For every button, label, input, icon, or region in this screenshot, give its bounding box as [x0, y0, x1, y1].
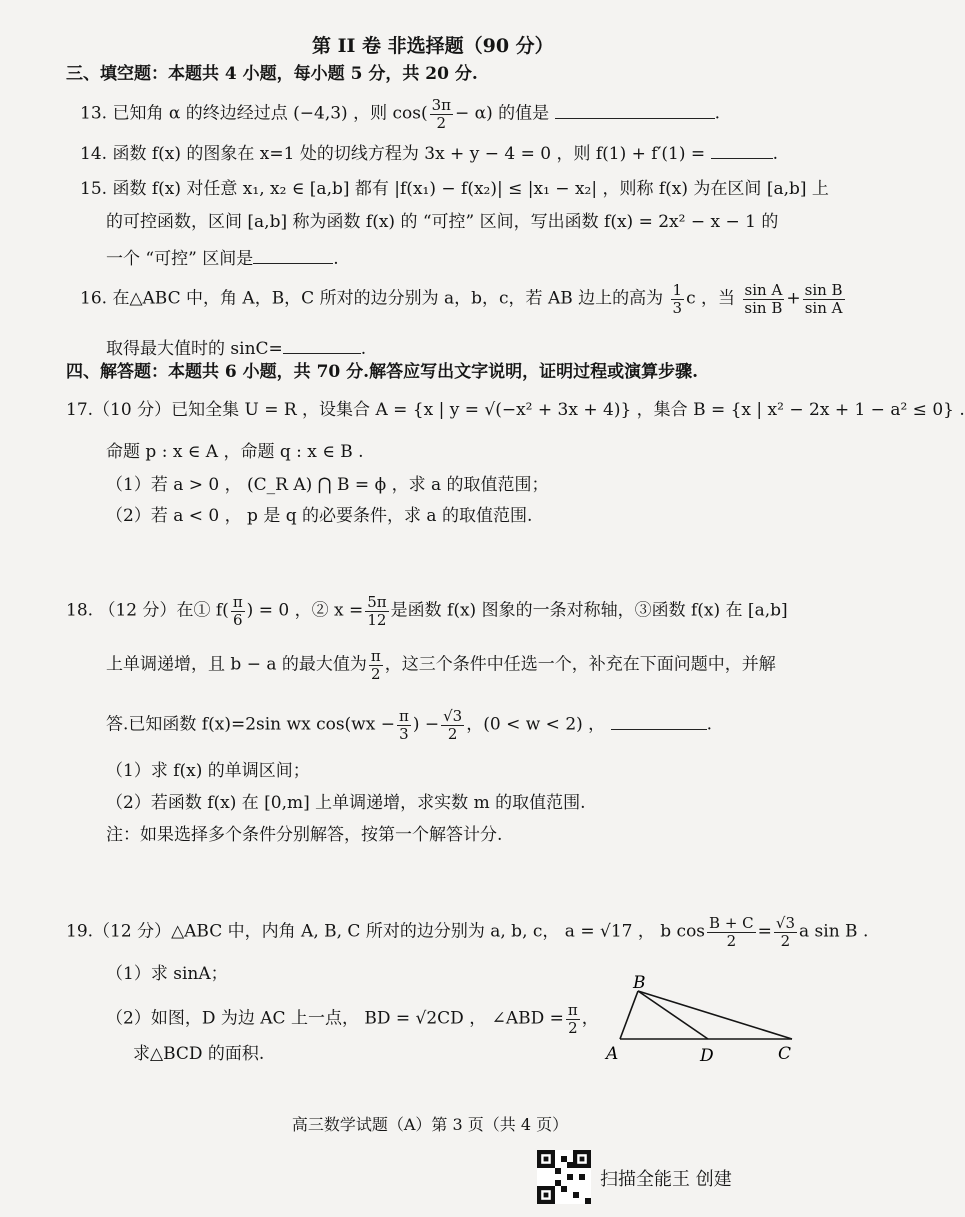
question-18-line3: 答.已知函数 f(x)=2sin wx cos(wx − $\frac{\pi}{3}$ ) − $\frac{√3}{2}$ ，(0 < w < 2) ， .	[106, 707, 712, 743]
question-19-part2-line2: 求△BCD 的面积.	[133, 1044, 265, 1064]
q16-fraction-1	[671, 282, 685, 316]
q16-f3-den: sin A	[804, 298, 843, 317]
question-16-line1	[80, 282, 847, 316]
question-17-part2: （2）若 a < 0 ， p 是 q 的必要条件，求 a 的取值范围.	[106, 506, 533, 526]
question-18-line2	[106, 648, 776, 682]
question-15-line2: 的可控函数，区间 [a,b] 称为函数 f(x) 的 “可控” 区间，写出函数 f(x) = 2x² − x − 1 的	[106, 212, 779, 232]
question-18-part1: （1）求 f(x) 的单调区间；	[106, 761, 310, 781]
q13-frac-den: 2	[436, 113, 447, 132]
q16-f1-num: 1	[672, 281, 683, 299]
section-title: 第 II 卷 非选择题（90 分）	[312, 35, 554, 57]
q19-fraction-2	[774, 915, 797, 949]
q18-f5-den: 2	[447, 724, 458, 743]
q18-f1-den: 6	[232, 610, 243, 629]
q18-condition-blank	[611, 728, 707, 730]
edge-ba	[620, 991, 638, 1039]
label-d: D	[700, 1046, 714, 1066]
q18-fraction-1	[231, 594, 245, 628]
q18-fraction-4	[397, 708, 411, 742]
qr-code-icon	[537, 1150, 591, 1204]
q19-p2-pre: （2）如图，D 为边 AC 上一点， BD = √2CD ， ∠ABD =	[106, 1008, 564, 1029]
q19-f1-num: B + C	[709, 914, 754, 932]
question-17-line1: 17.（10 分）已知全集 U = R ，设集合 A = {x | y = √(−x² + 3x + 4)} ，集合 B = {x | x² − 2x + 1 − a² ≤ 0} .	[66, 400, 965, 420]
label-a: A	[606, 1044, 619, 1064]
question-18-part2: （2）若函数 f(x) 在 [0,m] 上单调递增，求实数 m 的取值范围.	[106, 793, 586, 813]
question-18-line1	[66, 594, 788, 628]
q18-l1-pre: 18. （12 分）在① f(	[66, 600, 229, 621]
question-13: 13. 已知角 α 的终边经过点 (−4,3) ，则 cos( $\frac{3\pi}{2}$ − α) 的值是 .	[80, 96, 720, 132]
q18-f5-num: √3	[443, 707, 463, 725]
q19-p2-post: ，	[581, 1008, 599, 1029]
q19-f2-num: √3	[775, 914, 795, 932]
q13-fraction	[430, 97, 453, 131]
q18-f2-num: 5π	[367, 593, 387, 611]
q13-text-pre: 13. 已知角 α 的终边经过点 (−4,3) ，则 cos(	[80, 103, 428, 124]
question-19-line1	[66, 915, 868, 949]
edge-bd	[638, 991, 708, 1039]
label-c: C	[778, 1044, 792, 1064]
part3-heading: 三、填空题：本题共 4 小题，每小题 5 分，共 20 分.	[66, 64, 478, 84]
q19-l1-mid: =	[757, 921, 772, 942]
q18-f3-num: π	[370, 647, 381, 665]
q18-f3-den: 2	[371, 664, 381, 683]
q19-f3-den: 2	[568, 1018, 578, 1037]
question-17-part1: （1）若 a > 0 ， (C_R A) ⋂ B = ϕ ，求 a 的取值范围；	[106, 475, 549, 495]
q16-answer-blank	[283, 352, 361, 354]
q19-l1-pre: 19.（12 分）△ABC 中，内角 A, B, C 所对的边分别为 a, b, c， a = √17 ， b cos	[66, 921, 706, 942]
q16-f1-den: 3	[672, 298, 683, 317]
q14-answer-blank	[711, 157, 773, 159]
q16-f2-num: sin A	[744, 281, 783, 299]
q18-fraction-5	[441, 708, 464, 742]
q18-l3-mid: ) −	[412, 714, 440, 735]
question-19-part2	[106, 1002, 599, 1036]
q16-line2-text: 取得最大值时的 sinC=	[106, 339, 283, 359]
q14-text: 14. 函数 f(x) 的图象在 x=1 处的切线方程为 3x + y − 4 = 0 ，则 f(1) + f′(1) =	[80, 144, 706, 164]
q13-text-post: − α) 的值是	[455, 103, 550, 124]
q18-l2-post: ，这三个条件中任选一个，补充在下面问题中，并解	[384, 654, 776, 675]
question-14: 14. 函数 f(x) 的图象在 x=1 处的切线方程为 3x + y − 4 = 0 ，则 f(1) + f′(1) = .	[80, 144, 778, 164]
triangle-figure	[600, 975, 805, 1065]
question-15-line1: 15. 函数 f(x) 对任意 x₁, x₂ ∈ [a,b] 都有 |f(x₁) − f(x₂)| ≤ |x₁ − x₂| ，则称 f(x) 为在区间 [a,b] 上	[80, 179, 829, 199]
question-19-part1: （1）求 sinA；	[106, 964, 228, 984]
q16-text-pre: 16. 在△ABC 中，角 A，B，C 所对的边分别为 a，b，c，若 AB 边上的高为	[80, 288, 664, 309]
q16-fraction-3	[803, 282, 845, 316]
q16-f2-den: sin B	[744, 298, 783, 317]
q13-answer-blank	[555, 117, 715, 119]
q16-text-mid: c ，当	[686, 288, 736, 309]
question-17-line2: 命题 p : x ∈ A ，命题 q : x ∈ B .	[106, 442, 364, 462]
q18-l3-pre: 答.已知函数 f(x)=2sin wx cos(wx −	[106, 714, 395, 735]
q19-fraction-3	[566, 1002, 580, 1036]
question-16-line2: 取得最大值时的 sinC= .	[106, 339, 367, 359]
q16-plus: +	[786, 288, 801, 309]
q15-answer-blank	[253, 262, 333, 264]
edge-bc	[638, 991, 792, 1039]
q16-fraction-2	[742, 282, 784, 316]
label-b: B	[633, 973, 646, 993]
q18-l1-mid: ) = 0 ，② x =	[246, 600, 364, 621]
q19-l1-post: a sin B .	[799, 921, 869, 942]
q18-fraction-2	[365, 594, 388, 628]
q16-f3-num: sin B	[804, 281, 843, 299]
question-18-note: 注：如果选择多个条件分别解答，按第一个解答计分.	[106, 825, 503, 845]
q18-f4-num: π	[398, 707, 409, 725]
q18-l2-pre: 上单调递增，且 b − a 的最大值为	[106, 654, 367, 675]
part4-heading: 四、解答题：本题共 6 小题，共 70 分.解答应写出文字说明，证明过程或演算步骤.	[66, 362, 698, 382]
q19-f1-den: 2	[726, 931, 737, 950]
q13-frac-num: 3π	[431, 96, 452, 114]
q18-f1-num: π	[232, 593, 243, 611]
q19-f2-den: 2	[780, 931, 791, 950]
q19-fraction-1	[707, 915, 756, 949]
q18-l3-post: ，(0 < w < 2) ，	[466, 714, 606, 735]
scanner-watermark-label: 扫描全能王 创建	[600, 1169, 732, 1190]
question-15-line3: 一个 “可控” 区间是 .	[106, 249, 339, 269]
q15-line3-text: 一个 “可控” 区间是	[106, 249, 254, 269]
q19-f3-num: π	[567, 1001, 578, 1019]
q18-fraction-3	[369, 648, 383, 682]
q18-f4-den: 3	[399, 724, 409, 743]
q18-l1-post: 是函数 f(x) 图象的一条对称轴，③函数 f(x) 在 [a,b]	[390, 600, 788, 621]
page-footer: 高三数学试题（A）第 3 页（共 4 页）	[291, 1115, 569, 1134]
q18-f2-den: 12	[367, 610, 387, 629]
